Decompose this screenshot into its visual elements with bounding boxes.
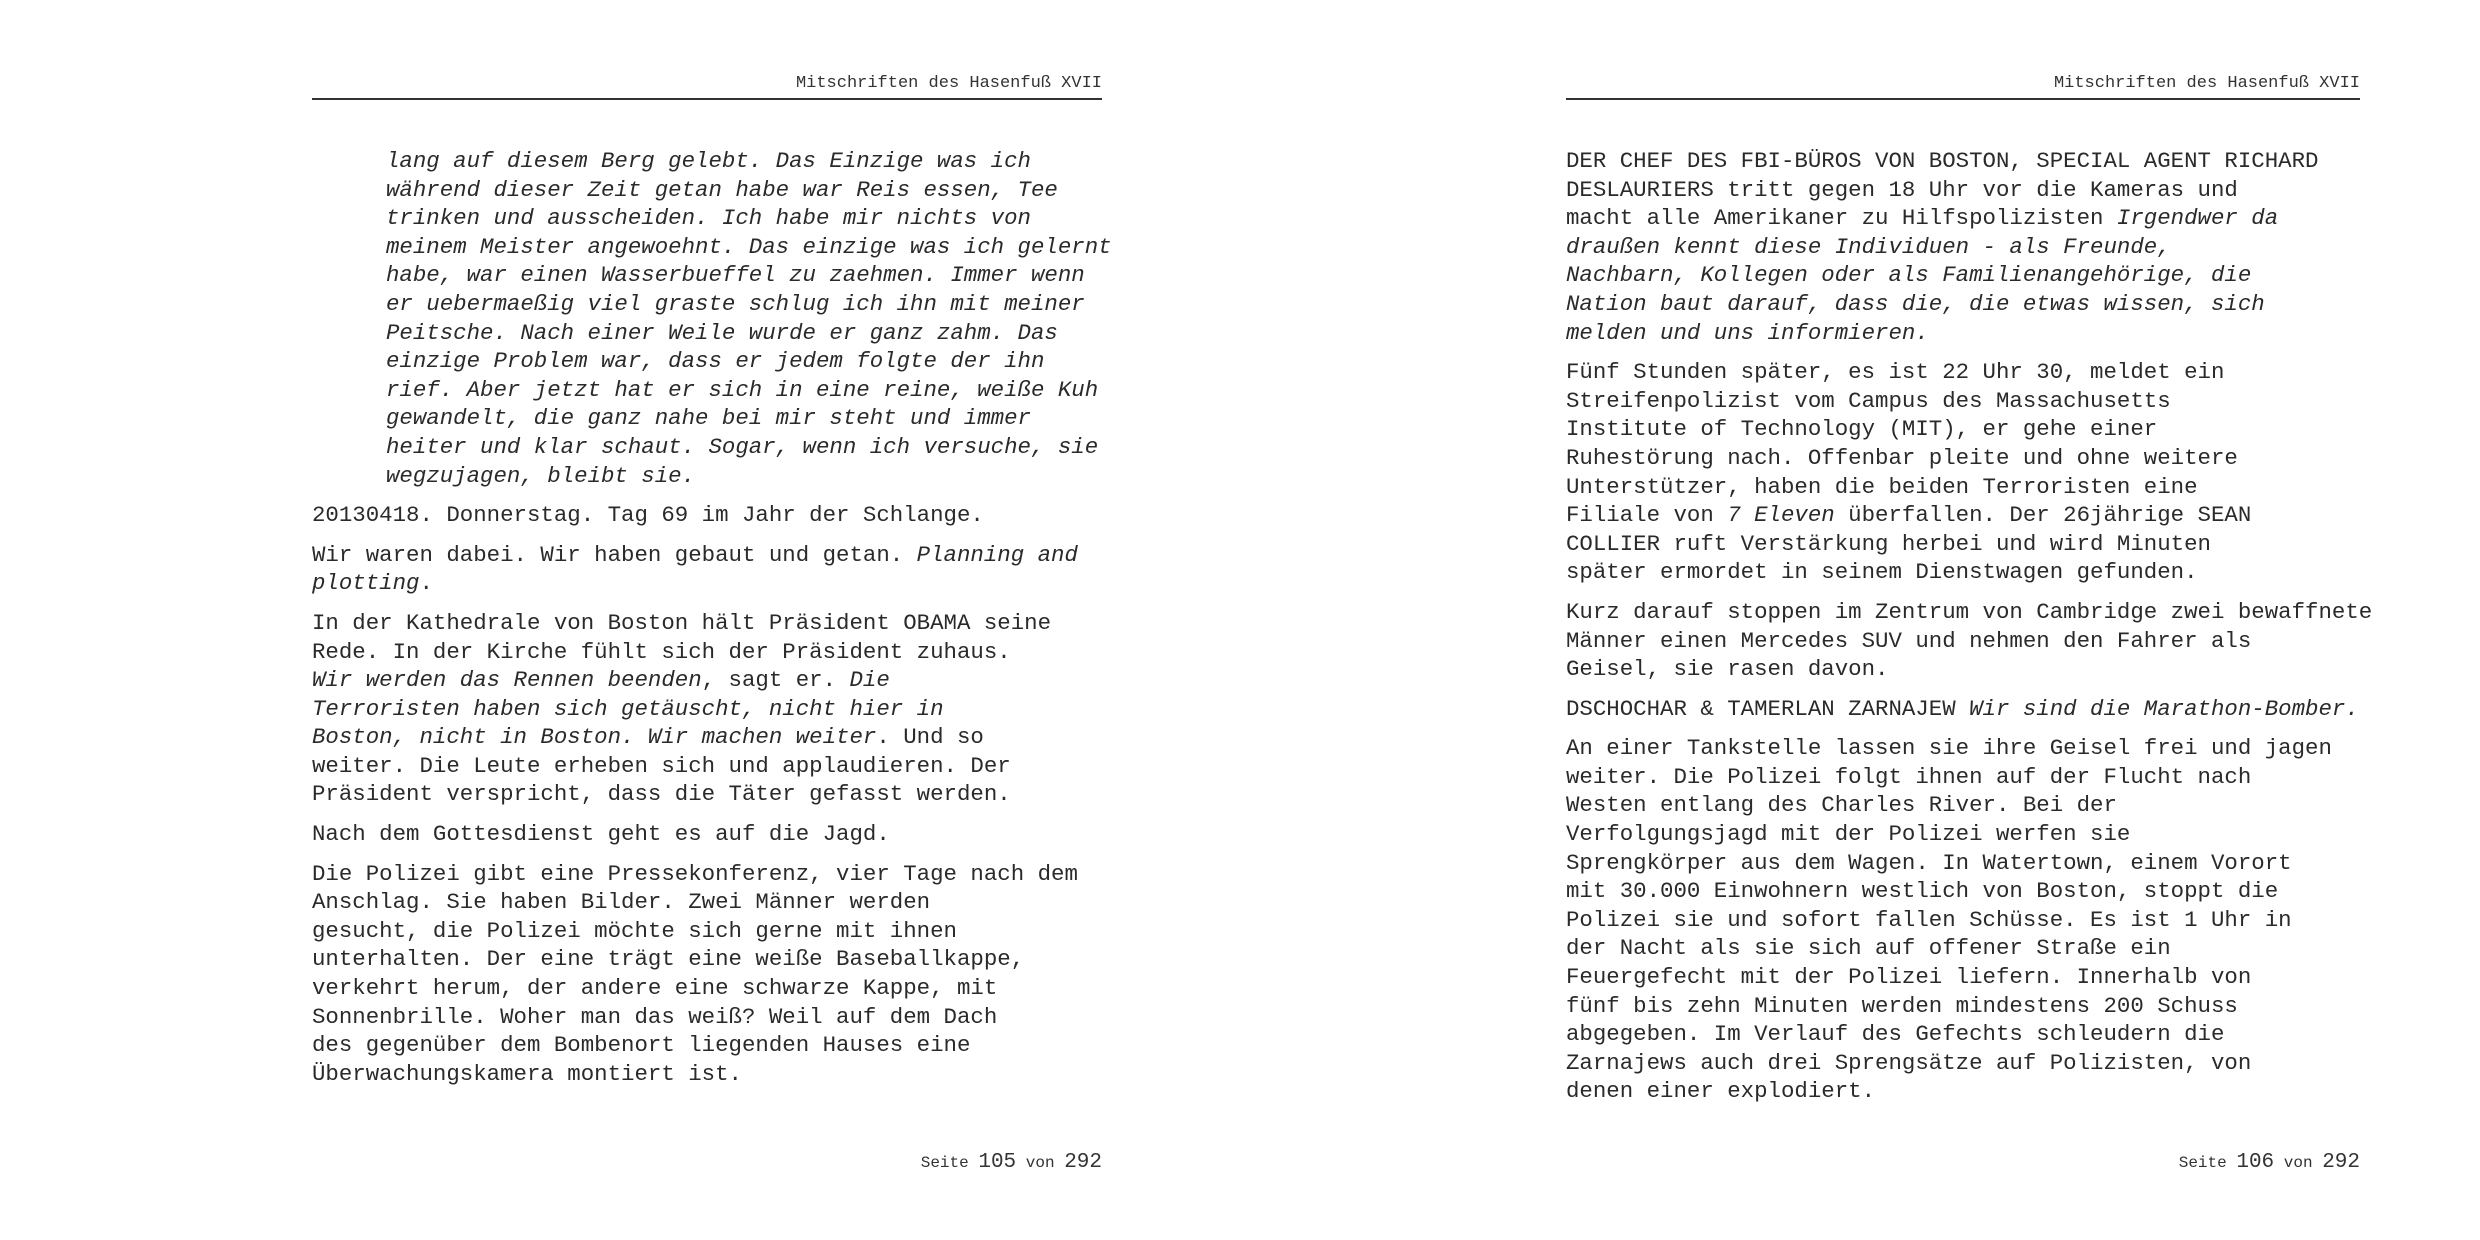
italic-text: 7 Eleven bbox=[1727, 502, 1835, 529]
text-line bbox=[386, 261, 1102, 290]
text-run: Verfolgungsjagd mit der Polizei werfen sie bbox=[1566, 821, 2131, 848]
text-line bbox=[1566, 734, 2360, 763]
text-line bbox=[312, 860, 1102, 889]
italic-text: rief. Aber jetzt hat er sich in eine reine, weiße Kuh bbox=[386, 376, 1099, 403]
page-footer bbox=[2179, 1148, 2360, 1178]
text-line bbox=[1566, 1077, 2360, 1106]
footer-prefix: Seite bbox=[2178, 1154, 2227, 1172]
italic-text: einzige Problem war, dass er jedem folgte der ihn bbox=[386, 348, 1045, 375]
text-line bbox=[1566, 233, 2360, 262]
text-line bbox=[312, 638, 1102, 667]
text-line bbox=[1566, 655, 2360, 684]
text-run: Nach dem Gottesdienst geht es auf die Jagd. bbox=[312, 821, 890, 848]
text-line bbox=[1566, 877, 2360, 906]
paragraph bbox=[312, 609, 1102, 809]
text-line bbox=[312, 752, 1102, 781]
text-line bbox=[1566, 387, 2360, 416]
text-line bbox=[386, 204, 1102, 233]
text-line bbox=[1566, 147, 2360, 176]
italic-text: Planning and bbox=[916, 541, 1078, 568]
text-line bbox=[1566, 176, 2360, 205]
text-run: In der Kathedrale von Boston hält Präsident OBAMA seine bbox=[312, 609, 1052, 636]
paragraph bbox=[312, 541, 1102, 598]
text-run: Kurz darauf stoppen im Zentrum von Cambridge zwei bewaffnete bbox=[1566, 598, 2373, 625]
italic-text: Nachbarn, Kollegen oder als Familienangehörige, die bbox=[1566, 262, 2252, 289]
text-line bbox=[1566, 963, 2360, 992]
text-run: weiter. Die Leute erheben sich und applaudieren. Der bbox=[312, 752, 1011, 779]
page-number: 105 bbox=[978, 1151, 1017, 1174]
text-line bbox=[1566, 261, 2360, 290]
paragraph bbox=[1566, 147, 2360, 347]
text-run: Feuergefecht mit der Polizei liefern. Innerhalb von bbox=[1566, 964, 2252, 991]
text-run: Polizei sie und sofort fallen Schüsse. Es ist 1 Uhr in bbox=[1566, 906, 2292, 933]
right-page bbox=[1566, 0, 2373, 1240]
text-line bbox=[1566, 992, 2360, 1021]
italic-text: melden und uns informieren. bbox=[1566, 319, 1929, 346]
text-run: des gegenüber dem Bombenort liegenden Hauses eine bbox=[312, 1032, 971, 1059]
text-run: Institute of Technology (MIT), er gehe einer bbox=[1566, 416, 2158, 443]
text-run: später ermordet in seinem Dienstwagen gefunden. bbox=[1566, 559, 2198, 586]
text-line bbox=[312, 609, 1102, 638]
header-title: Mitschriften des Hasenfuß XVII bbox=[795, 74, 1102, 93]
page-body-text bbox=[312, 147, 1112, 1099]
header-title: Mitschriften des Hasenfuß XVII bbox=[2053, 74, 2360, 93]
text-run: Männer einen Mercedes SUV und nehmen den Fahrer als bbox=[1566, 627, 2252, 654]
text-run: Überwachungskamera montiert ist. bbox=[312, 1060, 742, 1087]
text-run: weiter. Die Polizei folgt ihnen auf der Flucht nach bbox=[1566, 763, 2252, 790]
italic-text: plotting bbox=[312, 570, 420, 597]
paragraph bbox=[312, 501, 1102, 530]
italic-text: Die bbox=[849, 667, 890, 694]
text-run: , sagt er. bbox=[701, 667, 850, 694]
page-total: 292 bbox=[2322, 1151, 2360, 1174]
italic-text: Wir werden das Rennen beenden bbox=[312, 667, 702, 694]
text-line bbox=[1566, 558, 2360, 587]
text-run: denen einer explodiert. bbox=[1566, 1078, 1876, 1105]
text-run: Sprengkörper aus dem Wagen. In Watertown, einem Vorort bbox=[1566, 849, 2292, 876]
text-line bbox=[386, 347, 1102, 376]
text-line bbox=[386, 319, 1102, 348]
text-run: Unterstützer, haben die beiden Terroristen eine bbox=[1566, 473, 2198, 500]
text-line bbox=[312, 945, 1102, 974]
text-run: COLLIER ruft Verstärkung herbei und wird Minuten bbox=[1566, 530, 2211, 557]
text-run: Präsident verspricht, dass die Täter gefasst werden. bbox=[312, 781, 1011, 808]
text-line bbox=[1566, 695, 2360, 724]
text-line bbox=[1566, 906, 2360, 935]
text-line bbox=[312, 541, 1102, 570]
text-line bbox=[1566, 204, 2360, 233]
text-line bbox=[312, 917, 1102, 946]
text-line bbox=[312, 1060, 1102, 1089]
text-run: Westen entlang des Charles River. Bei der bbox=[1566, 792, 2117, 819]
italic-text: habe, war einen Wasserbueffel zu zaehmen. Immer wenn bbox=[386, 262, 1085, 289]
text-line bbox=[1566, 791, 2360, 820]
left-page bbox=[312, 0, 1112, 1240]
text-line bbox=[312, 501, 1102, 530]
italic-text: Nation baut darauf, dass die, die etwas wissen, sich bbox=[1566, 290, 2265, 317]
text-line bbox=[1566, 627, 2360, 656]
text-line bbox=[1566, 290, 2360, 319]
text-line bbox=[1566, 849, 2360, 878]
page-number: 106 bbox=[2236, 1151, 2275, 1174]
text-run: macht alle Amerikaner zu Hilfspolizisten bbox=[1566, 205, 2117, 232]
text-run: 20130418. Donnerstag. Tag 69 im Jahr der Schlange. bbox=[312, 502, 984, 529]
text-line bbox=[1566, 934, 2360, 963]
italic-text: trinken und ausscheiden. Ich habe mir nichts von bbox=[386, 205, 1031, 232]
paragraph bbox=[1566, 734, 2360, 1106]
running-header bbox=[1566, 72, 2360, 100]
text-line bbox=[386, 147, 1102, 176]
text-line bbox=[386, 233, 1112, 262]
italic-text: Peitsche. Nach einer Weile wurde er ganz zahm. Das bbox=[386, 319, 1058, 346]
italic-text: Boston, nicht in Boston. Wir machen weiter bbox=[312, 724, 877, 751]
italic-text: gewandelt, die ganz nahe bei mir steht und immer bbox=[386, 405, 1031, 432]
text-run: Rede. In der Kirche fühlt sich der Präsident zuhaus. bbox=[312, 638, 1011, 665]
text-run: Wir waren dabei. Wir haben gebaut und getan. bbox=[312, 541, 917, 568]
italic-text: lang auf diesem Berg gelebt. Das Einzige was ich bbox=[386, 148, 1031, 174]
text-run: überfallen. Der 26jährige SEAN bbox=[1834, 502, 2252, 529]
text-run: DESLAURIERS tritt gegen 18 Uhr vor die Kameras und bbox=[1566, 176, 2238, 203]
text-run: . Und so bbox=[876, 724, 984, 751]
paragraph bbox=[1566, 358, 2360, 587]
text-line bbox=[386, 376, 1102, 405]
page-total: 292 bbox=[1064, 1151, 1102, 1174]
text-run: gesucht, die Polizei möchte sich gerne mit ihnen bbox=[312, 917, 957, 944]
text-line bbox=[312, 1031, 1102, 1060]
text-line bbox=[1566, 598, 2373, 627]
text-line bbox=[386, 404, 1102, 433]
text-run: Filiale von bbox=[1566, 502, 1728, 529]
paragraph bbox=[312, 147, 1112, 490]
text-run: DER CHEF DES FBI-BÜROS VON BOSTON, SPECIAL AGENT RICHARD bbox=[1566, 148, 2319, 174]
italic-text: draußen kennt diese Individuen - als Freunde, bbox=[1566, 233, 2171, 260]
text-line bbox=[1566, 1049, 2360, 1078]
text-line bbox=[386, 176, 1102, 205]
text-line bbox=[386, 462, 1102, 491]
text-line bbox=[312, 974, 1102, 1003]
text-line bbox=[1566, 530, 2360, 559]
italic-text: Irgendwer da bbox=[2116, 205, 2279, 232]
running-header bbox=[312, 72, 1102, 100]
text-line bbox=[312, 1003, 1102, 1032]
italic-text: während dieser Zeit getan habe war Reis essen, Tee bbox=[386, 176, 1058, 203]
text-line bbox=[312, 780, 1102, 809]
text-line bbox=[312, 723, 1102, 752]
text-line bbox=[312, 569, 1102, 598]
page-footer bbox=[921, 1148, 1102, 1178]
text-run: fünf bis zehn Minuten werden mindestens 200 Schuss bbox=[1566, 992, 2238, 1019]
text-run: . bbox=[419, 570, 433, 597]
text-run: An einer Tankstelle lassen sie ihre Geisel frei und jagen bbox=[1566, 735, 2332, 762]
text-run: Ruhestörung nach. Offenbar pleite und ohne weitere bbox=[1566, 444, 2238, 471]
italic-text: heiter und klar schaut. Sogar, wenn ich versuche, sie bbox=[386, 433, 1099, 460]
text-run: abgegeben. Im Verlauf des Gefechts schleudern die bbox=[1566, 1021, 2225, 1048]
text-run: der Nacht als sie sich auf offener Straße ein bbox=[1566, 935, 2171, 962]
paragraph bbox=[312, 820, 1102, 849]
text-run: Anschlag. Sie haben Bilder. Zwei Männer werden bbox=[312, 889, 931, 916]
text-line bbox=[386, 433, 1102, 462]
text-line bbox=[1566, 820, 2360, 849]
text-run: Zarnajews auch drei Sprengsätze auf Polizisten, von bbox=[1566, 1049, 2252, 1076]
italic-text: wegzujagen, bleibt sie. bbox=[386, 462, 696, 489]
text-run: verkehrt herum, der andere eine schwarze Kappe, mit bbox=[312, 975, 998, 1002]
text-run: mit 30.000 Einwohnern westlich von Boston, stoppt die bbox=[1566, 878, 2279, 905]
paragraph bbox=[1566, 598, 2373, 684]
text-run: Fünf Stunden später, es ist 22 Uhr 30, meldet ein bbox=[1566, 359, 2225, 386]
paragraph bbox=[1566, 695, 2360, 724]
footer-von: von bbox=[2283, 1154, 2313, 1172]
text-run: Streifenpolizist vom Campus des Massachusetts bbox=[1566, 387, 2171, 414]
text-line bbox=[312, 695, 1102, 724]
text-line bbox=[1566, 473, 2360, 502]
footer-prefix: Seite bbox=[920, 1154, 969, 1172]
italic-text: meinem Meister angewoehnt. Das einzige was ich gelernt bbox=[386, 233, 1112, 260]
text-run: DSCHOCHAR & TAMERLAN ZARNAJEW bbox=[1566, 695, 1970, 722]
text-line bbox=[312, 820, 1102, 849]
italic-text: Terroristen haben sich getäuscht, nicht hier in bbox=[312, 695, 944, 722]
text-line bbox=[386, 290, 1102, 319]
text-line bbox=[1566, 763, 2360, 792]
text-line bbox=[1566, 1020, 2360, 1049]
italic-text: er uebermaeßig viel graste schlug ich ihn mit meiner bbox=[386, 290, 1085, 317]
text-line bbox=[312, 888, 1102, 917]
text-line bbox=[1566, 358, 2360, 387]
text-run: Die Polizei gibt eine Pressekonferenz, vier Tage nach dem bbox=[312, 860, 1078, 887]
text-line bbox=[1566, 319, 2360, 348]
text-line bbox=[1566, 501, 2360, 530]
text-run: unterhalten. Der eine trägt eine weiße Baseballkappe, bbox=[312, 946, 1025, 973]
paragraph bbox=[312, 860, 1102, 1089]
text-line bbox=[1566, 444, 2360, 473]
text-run: Sonnenbrille. Woher man das weiß? Weil auf dem Dach bbox=[312, 1003, 998, 1030]
footer-von: von bbox=[1025, 1154, 1055, 1172]
page-body-text bbox=[1566, 147, 2373, 1117]
italic-text: Wir sind die Marathon-Bomber. bbox=[1969, 695, 2359, 722]
text-line bbox=[1566, 415, 2360, 444]
text-line bbox=[312, 666, 1102, 695]
text-run: Geisel, sie rasen davon. bbox=[1566, 656, 1889, 683]
